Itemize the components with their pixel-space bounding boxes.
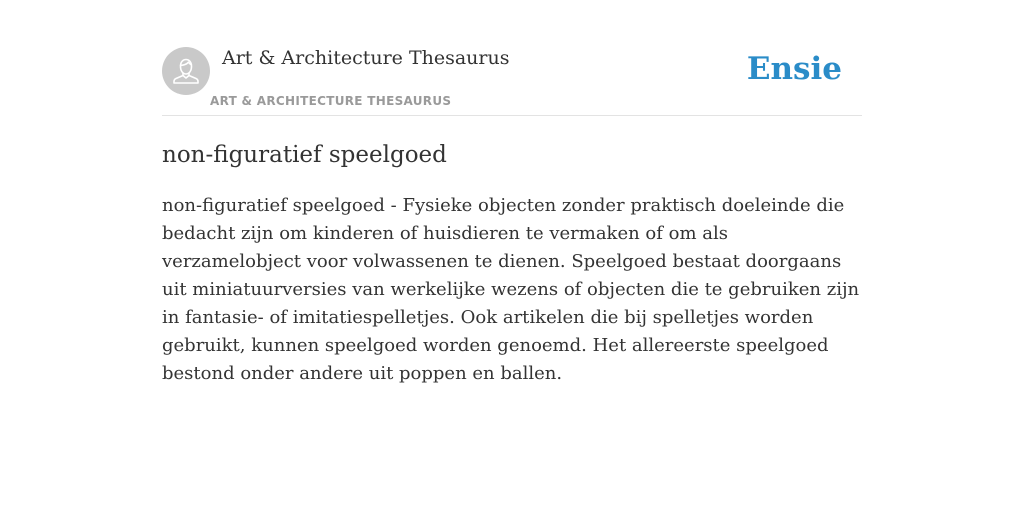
- term-title: non-figuratief speelgoed: [162, 142, 447, 168]
- definition-text: non-figuratief speelgoed - Fysieke objecten zonder praktisch doeleinde die bedacht zijn om kinderen of huisdieren te vermaken of om als verzamelobject voor volwassenen te dienen. Speelgoed bestaat doorgaans uit miniatuurversies van werkelijke wezens of objecten die te gebruiken zijn in fantasie- of imitatiespelletjes. Ook artikelen die bij spelletjes worden gebruikt, kunnen speelgoed worden genoemd. Het allereerste speelgoed bestond onder andere uit poppen en ballen.: [162, 195, 860, 384]
- definition-card: [162, 0, 862, 512]
- source-subtitle: ART & ARCHITECTURE THESAURUS: [210, 94, 452, 108]
- brand-logo[interactable]: Ensie: [746, 51, 842, 87]
- avatar[interactable]: [162, 47, 210, 95]
- card-header: [162, 0, 862, 116]
- source-title[interactable]: Art & Architecture Thesaurus: [222, 47, 510, 69]
- user-silhouette-icon: [162, 47, 210, 95]
